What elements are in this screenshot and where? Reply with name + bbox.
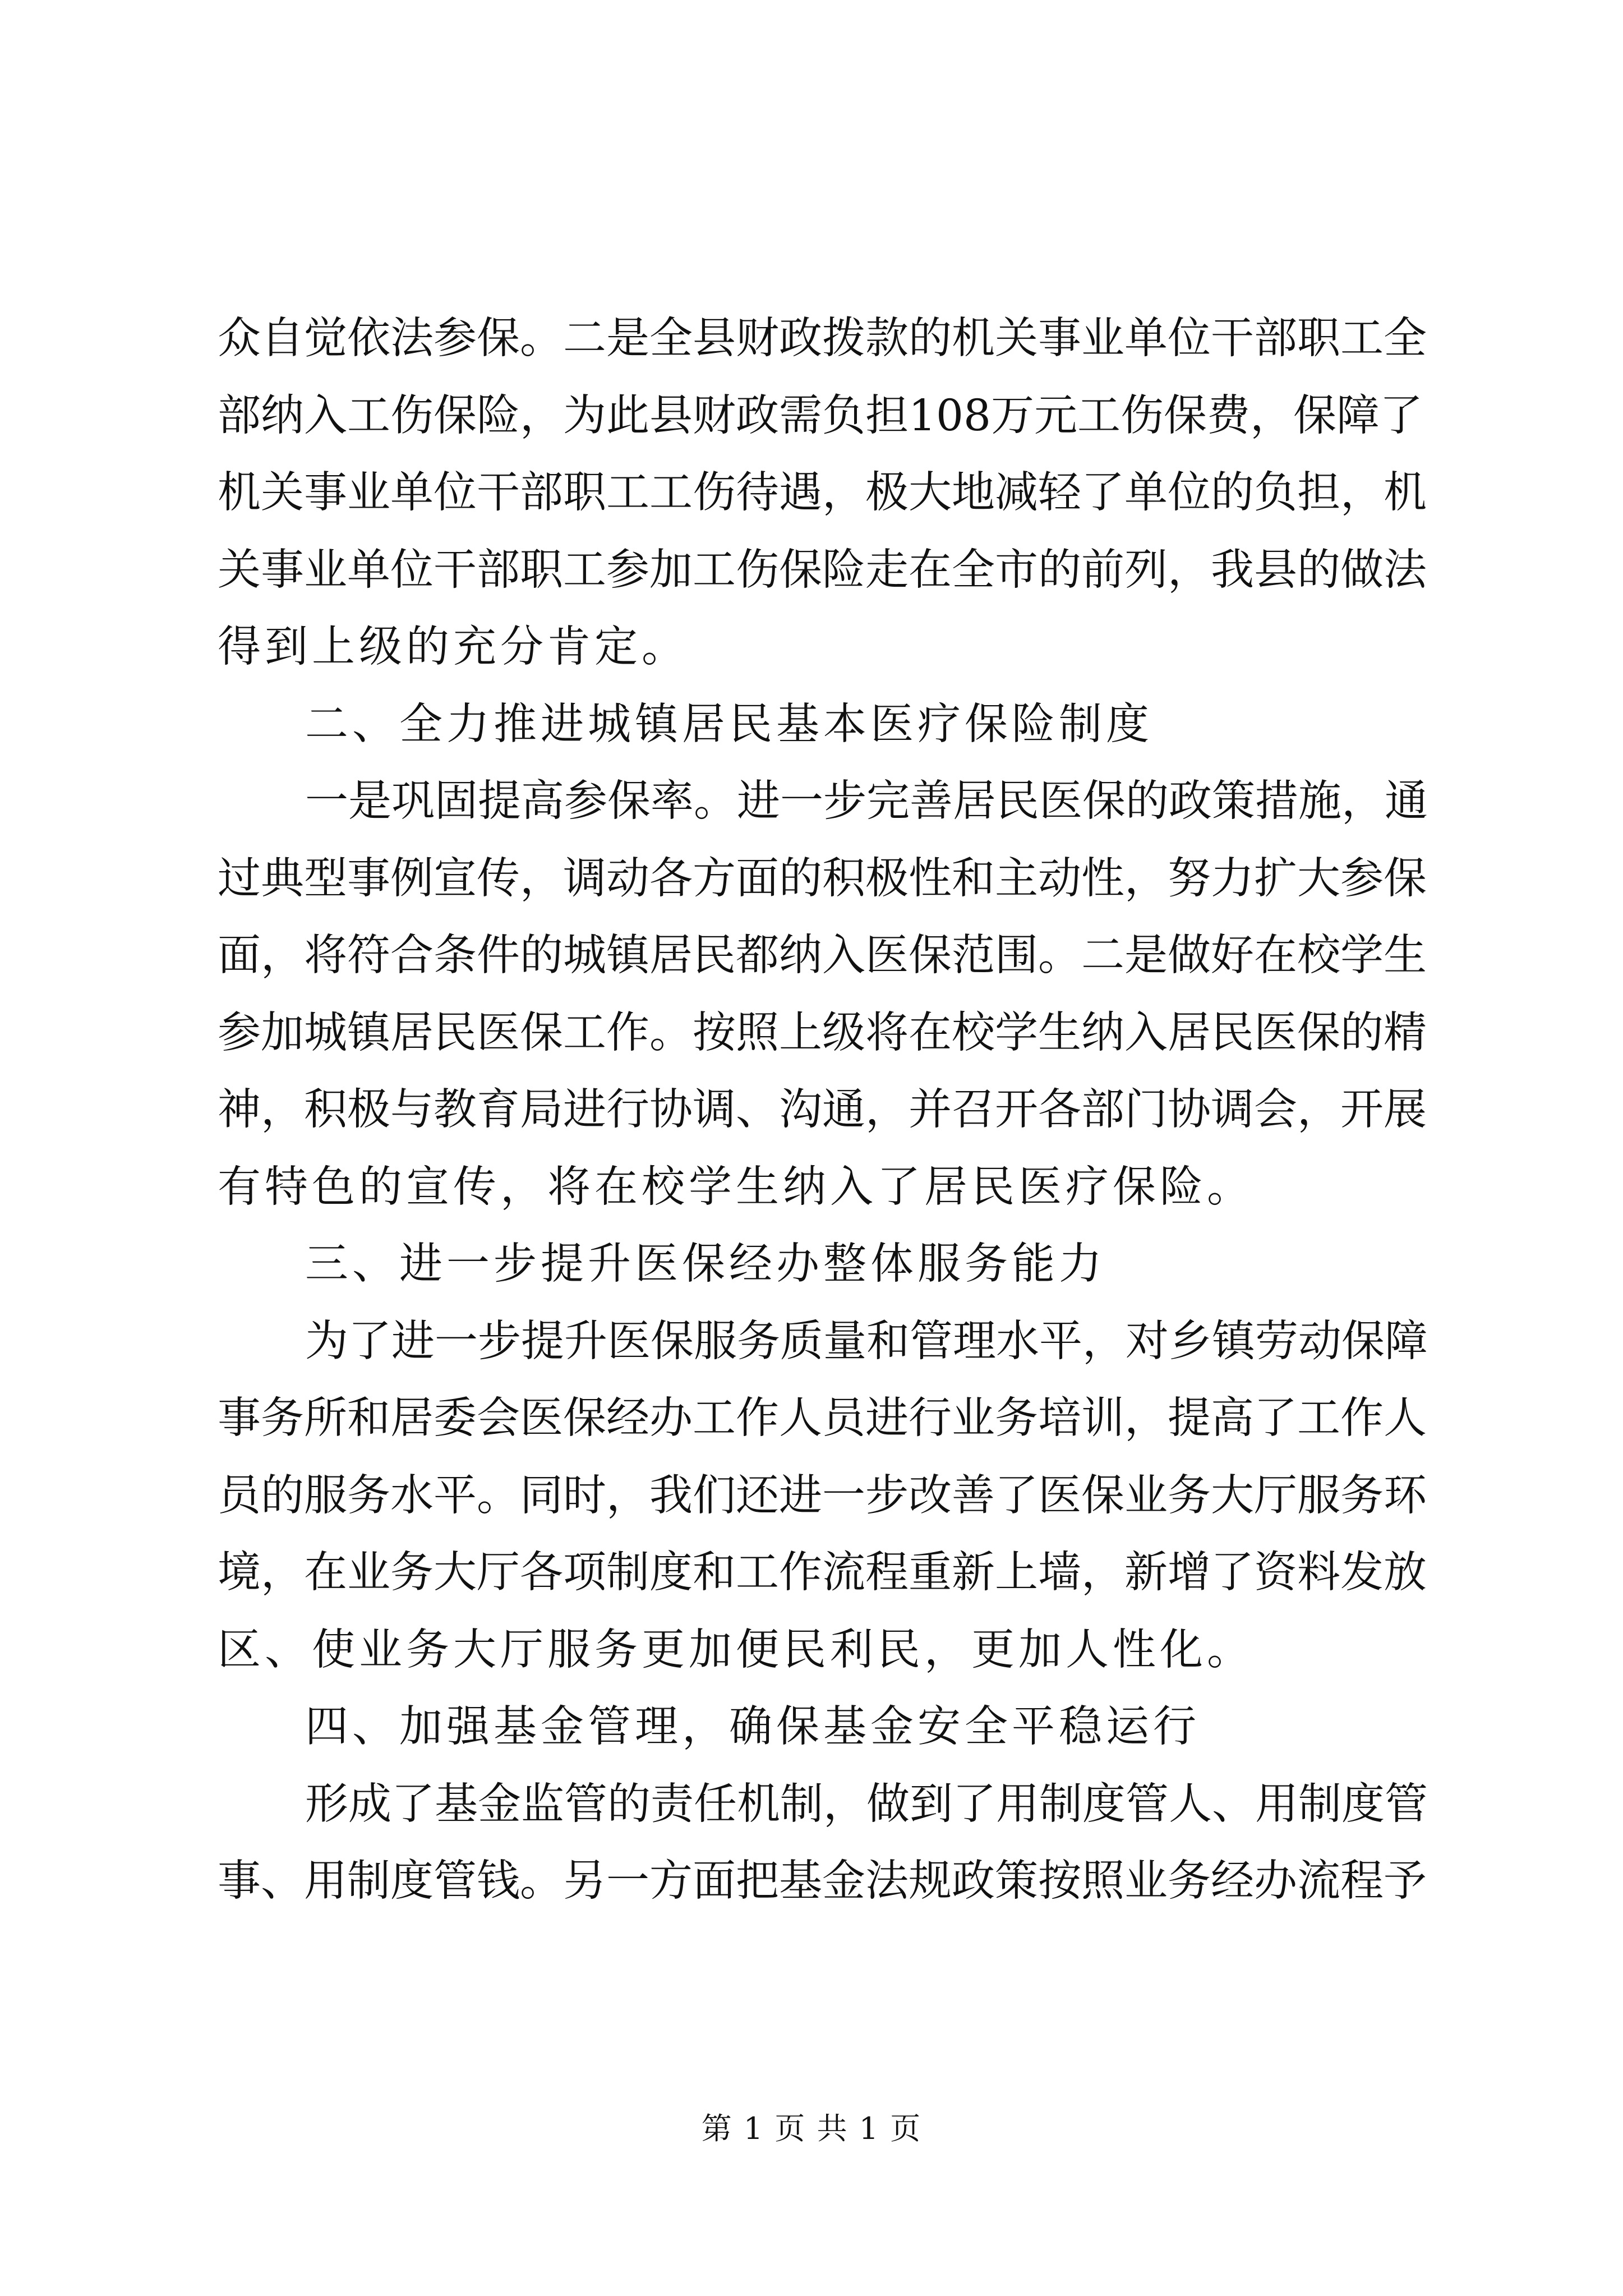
document-body <box>218 300 1428 1920</box>
body-line-8: 过典型事例宣传，调动各方面的积极性和主动性，努力扩大参保 <box>218 853 1427 904</box>
body-line-7: 一是巩固提高参保率。进一步完善居民医保的政策措施，通 <box>305 776 1428 826</box>
body-line-15: 事务所和居委会医保经办工作人员进行业务培训，提高了工作人 <box>218 1393 1427 1443</box>
body-line-17: 境，在业务大厅各项制度和工作流程重新上墙，新增了资料发放 <box>218 1548 1427 1598</box>
body-line-11: 神，积极与教育局进行协调、沟通，并召开各部门协调会，开展 <box>218 1085 1427 1135</box>
page-footer: 第 1 页 共 1 页 <box>701 2111 922 2146</box>
body-line-20: 形成了基金监管的责任机制，做到了用制度管人、用制度管 <box>305 1779 1428 1829</box>
body-line-18: 区、使业务大厅服务更加便民利民，更加人性化。 <box>218 1625 1254 1675</box>
body-line-12: 有特色的宣传，将在校学生纳入了居民医疗保险。 <box>218 1162 1254 1212</box>
body-line-5: 得到上级的充分肯定。 <box>218 622 689 672</box>
body-line-21: 事、用制度管钱。另一方面把基金法规政策按照业务经办流程予 <box>218 1856 1427 1906</box>
section-heading-2: 二、全力推进城镇居民基本医疗保险制度 <box>305 699 1153 749</box>
body-line-1: 众自觉依法参保。二是全县财政拨款的机关事业单位干部职工全 <box>218 314 1427 364</box>
body-line-2: 部纳入工伤保险，为此县财政需负担108万元工伤保费，保障了 <box>218 390 1423 441</box>
body-line-4: 关事业单位干部职工参加工伤保险走在全市的前列，我县的做法 <box>218 545 1427 595</box>
section-heading-4: 四、加强基金管理，确保基金安全平稳运行 <box>305 1702 1200 1752</box>
body-line-14: 为了进一步提升医保服务质量和管理水平，对乡镇劳动保障 <box>305 1316 1428 1366</box>
body-line-9: 面，将符合条件的城镇居民都纳入医保范围。二是做好在校学生 <box>218 931 1427 981</box>
body-line-3: 机关事业单位干部职工工伤待遇，极大地减轻了单位的负担，机 <box>218 468 1427 518</box>
body-line-10: 参加城镇居民医保工作。按照上级将在校学生纳入居民医保的精 <box>218 1007 1427 1058</box>
section-heading-3: 三、进一步提升医保经办整体服务能力 <box>305 1239 1106 1289</box>
body-line-16: 员的服务水平。同时，我们还进一步改善了医保业务大厅服务环 <box>218 1470 1427 1521</box>
